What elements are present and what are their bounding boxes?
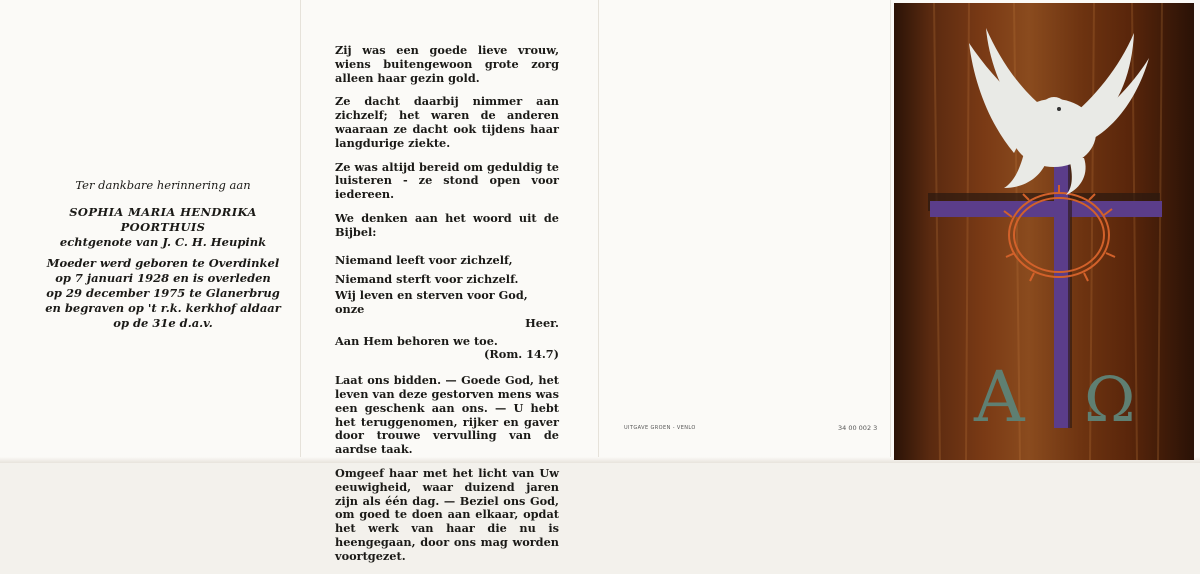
prayer-paragraph: Laat ons bidden. — Goede God, het leven van deze gestorven mens was een geschenk aan ons. — U hebt het teruggenomen, rijker en gaver door trouwe vervulling van de aardse taak. [335, 373, 559, 457]
publisher-text: UITGAVE GROEN - VENLO [624, 425, 696, 431]
fold-line [300, 0, 301, 463]
print-code: 34 00 002 3 [838, 424, 878, 432]
fold-line [598, 0, 599, 463]
prayer-paragraph: Omgeef haar met het licht van Uw eeuwigheid, waar duizend jaren zijn als één dag. — Beziel ons God, om goed te doen aan elkaar, opdat het werk van haar die nu is heengegaan, door ons mag worden voortgezet. [335, 465, 559, 563]
artwork-svg [894, 3, 1194, 460]
bible-verse: Aan Hem behoren we toe. [335, 333, 498, 348]
bible-verse: Niemand leeft voor zichzelf, [335, 252, 513, 267]
paragraph: Zij was een goede lieve vrouw, wiens buitengewoon grote zorg alleen haar gezin gold. [335, 43, 559, 85]
bible-verse: Wij leven en sterven voor God, onze [335, 288, 528, 316]
cross-beam-icon [930, 201, 1162, 217]
bio-line: op de 31e d.a.v. [113, 316, 213, 330]
bible-verse-continuation: Heer. [525, 315, 559, 330]
dove-eye-icon [1057, 107, 1061, 111]
text-panel [335, 44, 559, 574]
fold-line [890, 0, 891, 463]
spouse-text: echtgenote van J. C. H. Heupink [59, 235, 267, 249]
bio-line: Moeder werd geboren te Overdinkel [46, 256, 280, 270]
omega-letter: Ω [1084, 363, 1136, 436]
bio-line: op 29 december 1975 te Glanerbrug [46, 286, 280, 300]
intro-text: Ter dankbare herinnering aan [75, 178, 251, 192]
bible-intro: We denken aan het woord uit de Bijbel: [335, 210, 559, 239]
biography [40, 256, 286, 331]
paragraph: Ze was altijd bereid om geduldig te luisteren - ze stond open voor iedereen. [335, 159, 559, 202]
artwork-dove-cross [894, 3, 1194, 460]
deceased-name-line1: SOPHIA MARIA HENDRIKA [69, 205, 257, 219]
bible-verse: Niemand sterft voor zichzelf. [335, 272, 519, 287]
bio-line: op 7 januari 1928 en is overleden [55, 271, 271, 285]
deceased-name-line2: POORTHUIS [120, 220, 206, 234]
bio-line: en begraven op 't r.k. kerkhof aldaar [45, 301, 281, 315]
paragraph: Ze dacht daarbij nimmer aan zichzelf; het waren de anderen waaraan ze dacht ook tijdens haar langdurige ziekte. [335, 94, 559, 150]
remembrance-panel [40, 178, 286, 331]
bible-reference: (Rom. 14.7) [484, 347, 559, 362]
alpha-letter: A [974, 356, 1025, 438]
